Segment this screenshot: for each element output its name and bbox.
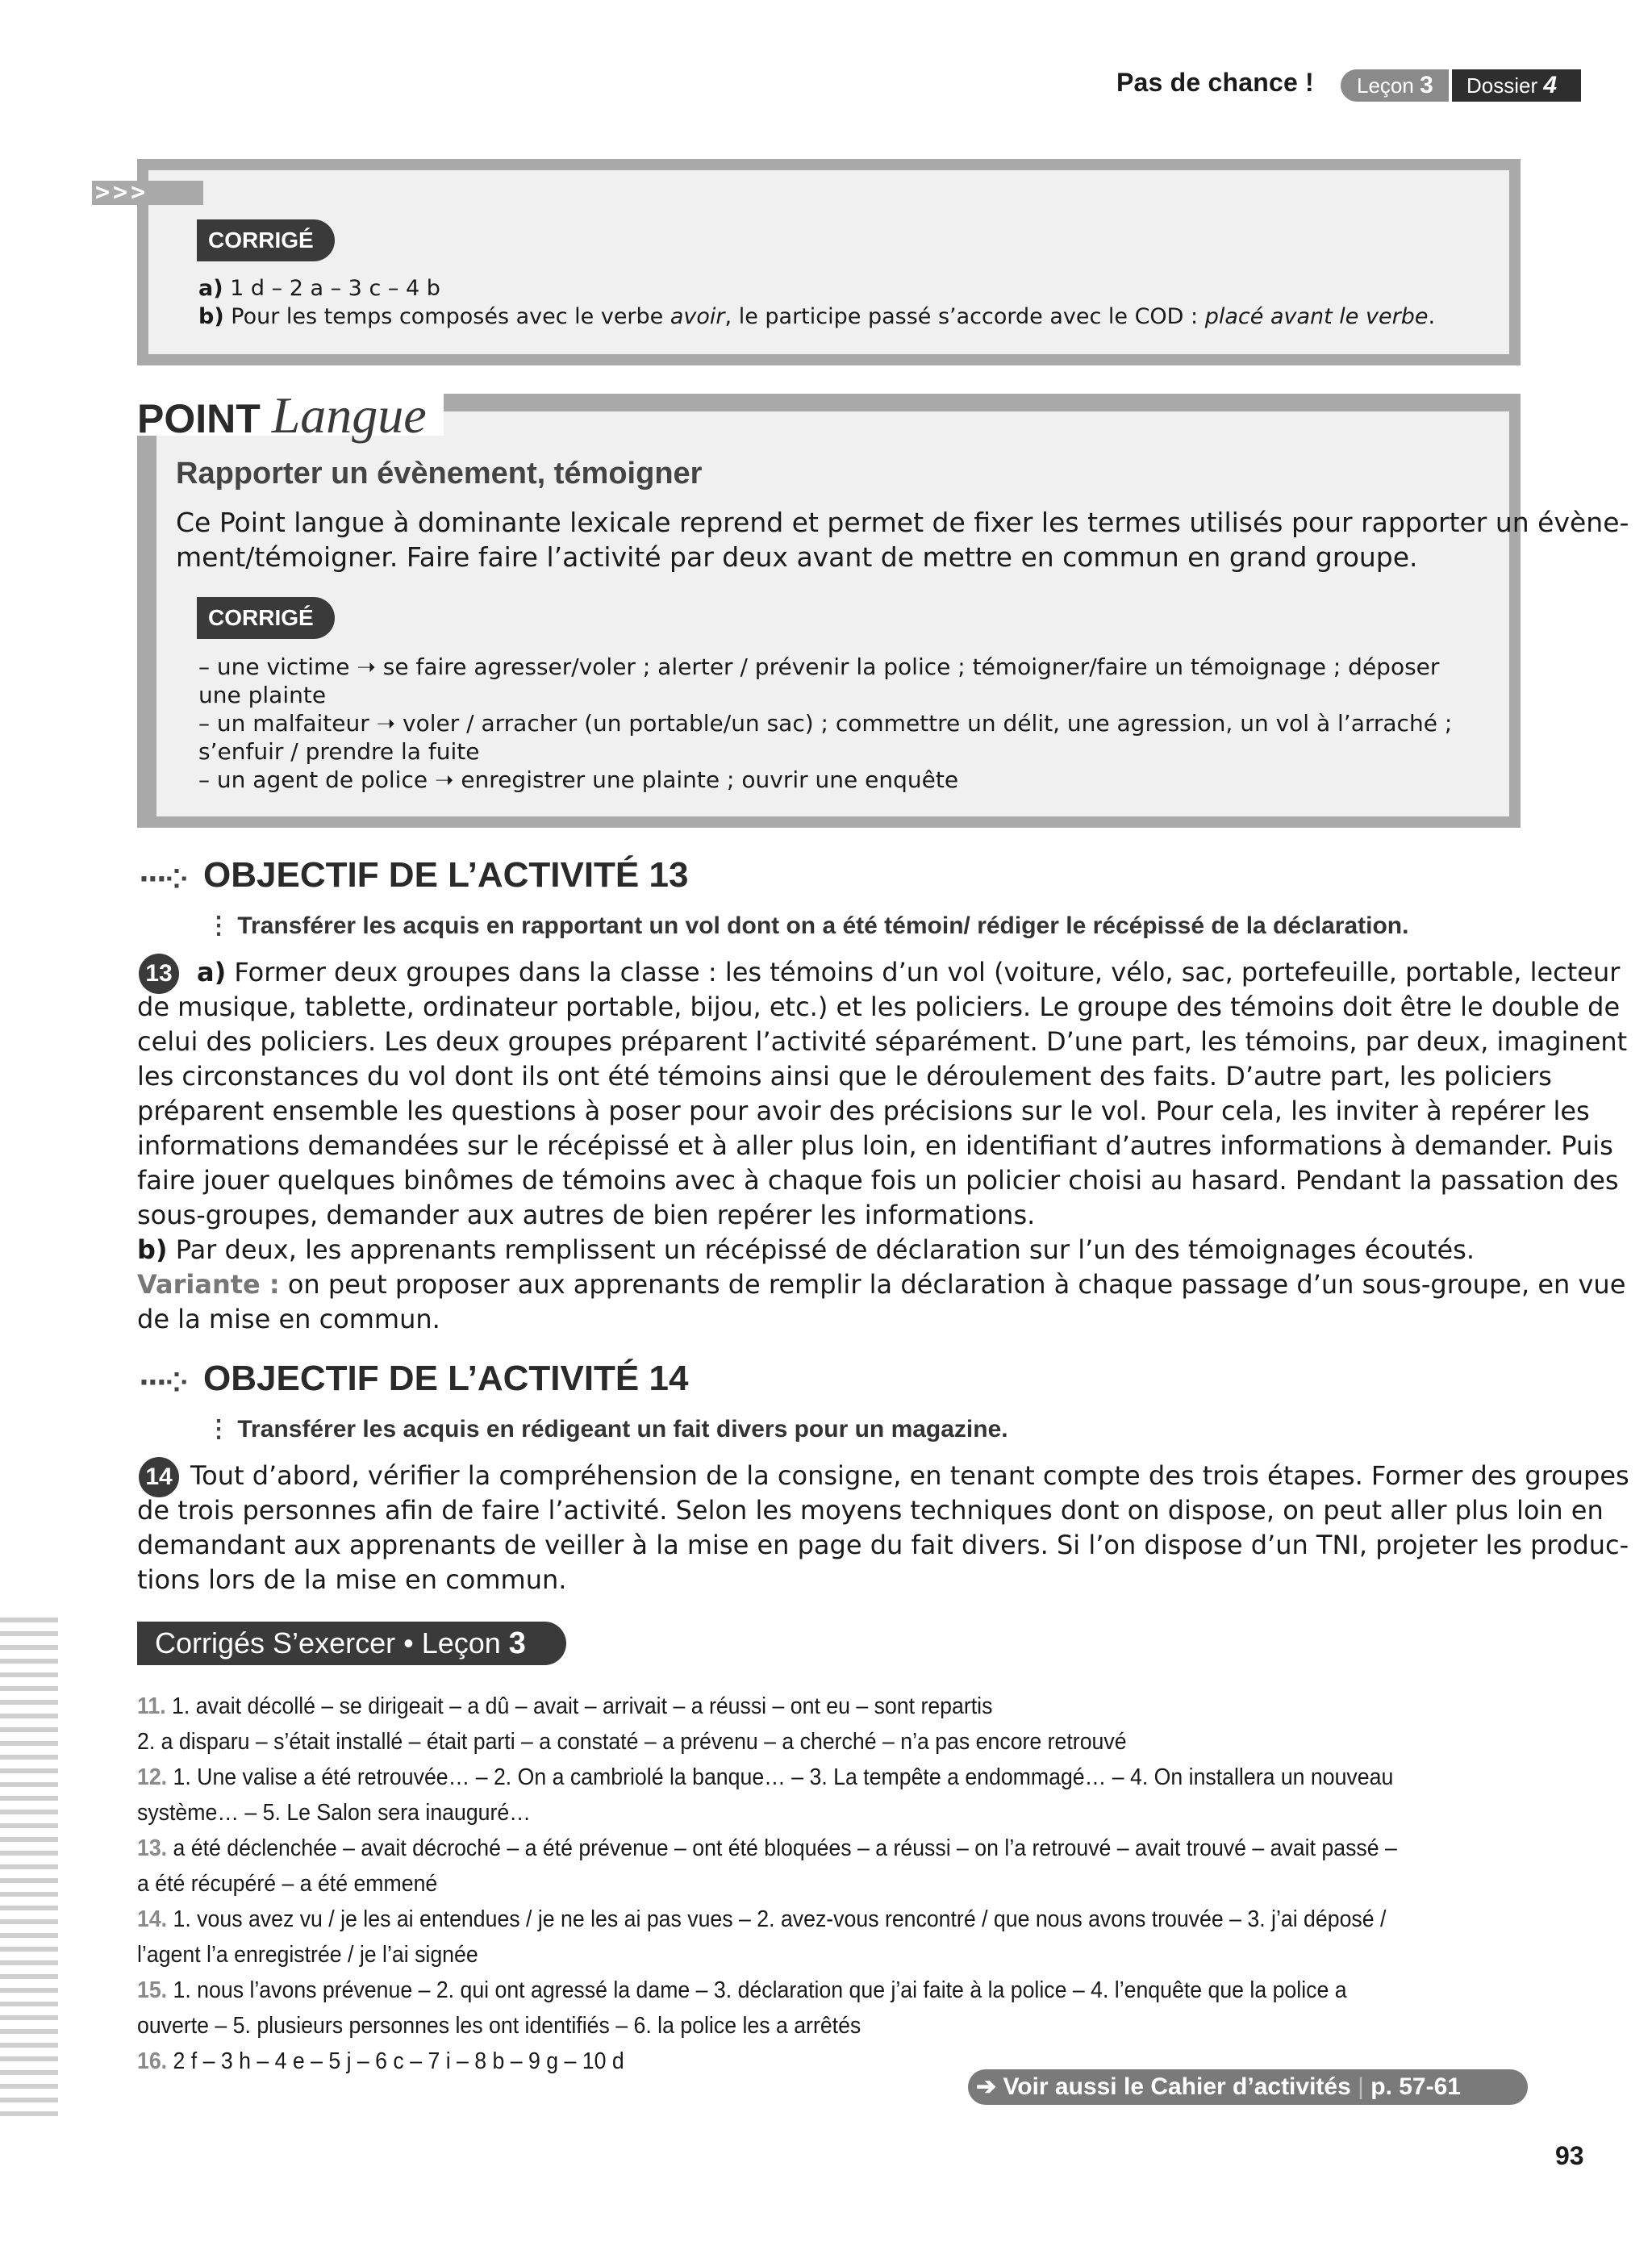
answer-text: 1. nous l’avons prévenue – 2. qui ont agressé la dame – 3. déclaration que j’ai faite à la police – 4. l’enquête que la police a <box>167 1977 1347 2003</box>
header-dossier-tab <box>1452 69 1581 102</box>
activity-14-line-0: Tout d’abord, vérifier la compréhension de la consigne, en tenant compte des trois étapes. Former des groupes <box>190 1460 1629 1491</box>
answer-text: système… – 5. Le Salon sera inauguré… <box>137 1800 531 1826</box>
point-langue-para-1: Ce Point langue à dominante lexicale reprend et permet de fixer les termes utilisés pour rapporter un évène- <box>176 507 1629 538</box>
activity-13-variante <box>137 1267 1625 1302</box>
answer-text: a été récupéré – a été emmené <box>137 1871 438 1897</box>
objective-14-title: OBJECTIF DE L’ACTIVITÉ 14 <box>203 1359 689 1398</box>
point-langue-title-b: Langue <box>271 386 427 444</box>
activity-13-line-1: de musique, tablette, ordinateur portable, bijou, etc.) et les policiers. Le groupe des témoins doit être le double de <box>137 992 1621 1022</box>
answer-line <box>137 1795 531 1831</box>
voir-aussi-pages: p. 57-61 <box>1363 2073 1461 2100</box>
box1-line-b <box>198 303 1435 331</box>
box1-a-text: 1 d – 2 a – 3 c – 4 b <box>223 276 440 301</box>
arrows-marker: >>> <box>92 181 203 205</box>
activity-13-number: 13 <box>139 954 179 994</box>
activity-13-line-4: préparent ensemble les questions à poser pour avoir des précisions sur le vol. Pour cela, les inviter à repérer les <box>137 1096 1590 1126</box>
point-langue-title <box>137 386 427 445</box>
activity-13-line-3: les circonstances du vol dont ils ont été témoins ainsi que le déroulement des faits. D’autre part, les policiers <box>137 1061 1552 1092</box>
corriges-exercer-text: Corrigés S’exercer • Leçon <box>155 1626 509 1660</box>
activity-14-line-2: demandant aux apprenants de veiller à la mise en page du fait divers. Si l’on dispose d’un TNI, projeter les produc- <box>137 1530 1629 1560</box>
box1-b-text-4: placé avant le verbe <box>1204 304 1429 329</box>
corriges-exercer-num: 3 <box>508 1626 526 1660</box>
answer-line <box>137 1866 437 1902</box>
answer-line <box>137 1831 1397 1866</box>
activity-13-a-label: a) <box>197 957 227 987</box>
answer-line <box>137 1724 1127 1760</box>
header-lecon-number: 3 <box>1420 72 1433 98</box>
answer-line <box>137 2008 861 2044</box>
activity-13-variante-2: de la mise en commun. <box>137 1304 440 1334</box>
activity-13-line-5: informations demandées sur le récépissé et à aller plus loin, en identifiant d’autres informations à demander. Puis <box>137 1130 1613 1161</box>
answer-line <box>137 1937 478 1973</box>
activity-13-line-b <box>137 1233 1475 1267</box>
answer-number: 12. <box>137 1764 168 1790</box>
answer-line <box>137 1973 1347 2008</box>
answer-line <box>137 2044 624 2079</box>
answer-text: 1. Une valise a été retrouvée… – 2. On a cambriolé la banque… – 3. La tempête a endommagé… – 4. On installera un nouveau <box>167 1764 1394 1790</box>
answer-text: a été déclenchée – avait décroché – a été prévenue – ont été bloquées – a réussi – on l’a retrouvé – avait trouvé – avait passé – <box>167 1835 1397 1861</box>
objective-14-dots: ⋮ <box>206 1416 238 1442</box>
header-lecon-label: Leçon <box>1357 73 1414 98</box>
header-dossier-number: 4 <box>1543 72 1558 98</box>
activity-13-line-0 <box>197 955 1620 990</box>
margin-stripes <box>0 1618 58 2118</box>
point-langue-line-2: une plainte <box>198 682 327 708</box>
answer-line <box>137 1902 1386 1937</box>
point-langue-subtitle: Rapporter un évènement, témoigner <box>176 457 703 491</box>
objective-13-subtitle-text: Transférer les acquis en rapportant un vol dont on a été témoin/ rédiger le récépissé de la déclaration. <box>237 912 1409 939</box>
activity-14-number: 14 <box>139 1457 179 1497</box>
page-number: 93 <box>1555 2141 1584 2170</box>
voir-aussi-link[interactable] <box>968 2069 1528 2105</box>
answer-line <box>137 1689 992 1724</box>
answer-text: ouverte – 5. plusieurs personnes les ont identifiés – 6. la police les a arrêtés <box>137 2013 861 2039</box>
answer-line <box>137 1760 1393 1795</box>
box1-b-text-5: . <box>1428 304 1436 329</box>
answer-number: 16. <box>137 2048 168 2074</box>
answer-text: 2. a disparu – s’était installé – était parti – a constaté – a prévenu – a cherché – n’a pas encore retrouvé <box>137 1729 1127 1755</box>
objective-13-title: OBJECTIF DE L’ACTIVITÉ 13 <box>203 855 689 895</box>
point-langue-line-1: – une victime ➝ se faire agresser/voler ; alerter / prévenir la police ; témoigner/faire un témoignage ; déposer <box>198 653 1440 680</box>
point-langue-line-5: – un agent de police ➝ enregistrer une plainte ; ouvrir une enquête <box>198 766 959 793</box>
activity-14-line-3: tions lors de la mise en commun. <box>137 1564 567 1595</box>
point-langue-para-2: ment/témoigner. Faire faire l’activité par deux avant de mettre en commun en grand groupe. <box>176 541 1418 573</box>
box1-b-text-3: , le participe passé s’accorde avec le COD : <box>724 304 1205 329</box>
corrige-pill-2: CORRIGÉ <box>197 597 335 639</box>
objective-14-icon: ···⁘ <box>139 1367 187 1399</box>
answer-number: 14. <box>137 1906 168 1932</box>
arrow-right-icon: ➔ <box>976 2073 997 2100</box>
answer-text: 1. avait décollé – se dirigeait – a dû – avait – arrivait – a réussi – ont eu – sont repartis <box>165 1693 993 1719</box>
activity-13-b-text: Par deux, les apprenants remplissent un récépissé de déclaration sur l’un des témoignages écoutés. <box>167 1234 1475 1265</box>
activity-14-line-1: de trois personnes afin de faire l’activité. Selon les moyens techniques dont on dispose, on peut aller plus loin en <box>137 1495 1604 1526</box>
activity-13-line-6: faire jouer quelques binômes de témoins avec à chaque fois un policier choisi au hasard. Pendant la passation des <box>137 1165 1619 1196</box>
box1-b-text-2: avoir <box>670 304 725 329</box>
answer-number: 11. <box>137 1693 166 1719</box>
voir-aussi-text: Voir aussi le Cahier d’activités <box>996 2073 1358 2100</box>
corrige-pill-1: CORRIGÉ <box>197 219 335 261</box>
point-langue-line-3: – un malfaiteur ➝ voler / arracher (un portable/un sac) ; commettre un délit, une agression, un vol à l’arraché ; <box>198 710 1453 737</box>
answer-number: 15. <box>137 1977 168 2003</box>
activity-13-line-2: celui des policiers. Les deux groupes préparent l’activité séparément. D’une part, les témoins, par deux, imaginent <box>137 1026 1628 1057</box>
answer-number: 13. <box>137 1835 168 1861</box>
objective-14-subtitle-text: Transférer les acquis en rédigeant un fait divers pour un magazine. <box>237 1416 1008 1442</box>
header-title: Pas de chance ! <box>1116 68 1314 97</box>
activity-13-line-7: sous-groupes, demander aux autres de bien repérer les informations. <box>137 1200 1036 1230</box>
header-lecon-tab <box>1341 69 1449 102</box>
answer-text: 2 f – 3 h – 4 e – 5 j – 6 c – 7 i – 8 b – 9 g – 10 d <box>167 2048 624 2074</box>
header-dossier-label: Dossier <box>1466 73 1538 98</box>
box1-line-a <box>198 275 440 303</box>
point-langue-line-4: s’enfuir / prendre la fuite <box>198 738 480 765</box>
variante-text: on peut proposer aux apprenants de remplir la déclaration à chaque passage d’un sous-groupe, en vue <box>279 1269 1626 1300</box>
objective-14-subtitle <box>206 1415 1008 1443</box>
activity-13-a-text: Former deux groupes dans la classe : les témoins d’un vol (voiture, vélo, sac, portefeuille, portable, lecteur <box>226 957 1621 987</box>
objective-13-icon: ···⁘ <box>139 863 187 896</box>
answer-text: 1. vous avez vu / je les ai entendues / je ne les ai pas vues – 2. avez-vous rencontré / que nous avons trouvée – 3. j’ai déposé / <box>167 1906 1387 1932</box>
box1-b-text-1: Pour les temps composés avec le verbe <box>223 304 670 329</box>
voir-aussi-separator: | <box>1358 2073 1364 2100</box>
corrige-box-1 <box>137 159 1521 365</box>
answer-text: l’agent l’a enregistrée / je l’ai signée <box>137 1942 478 1968</box>
variante-label: Variante : <box>137 1269 280 1300</box>
corriges-exercer-pill <box>137 1622 566 1665</box>
point-langue-title-a: POINT <box>137 396 261 441</box>
box1-b-label: b) <box>198 304 224 329</box>
activity-13-b-label: b) <box>137 1234 168 1265</box>
objective-13-subtitle <box>206 912 1408 940</box>
box1-a-label: a) <box>198 276 223 301</box>
objective-13-dots: ⋮ <box>206 912 238 939</box>
